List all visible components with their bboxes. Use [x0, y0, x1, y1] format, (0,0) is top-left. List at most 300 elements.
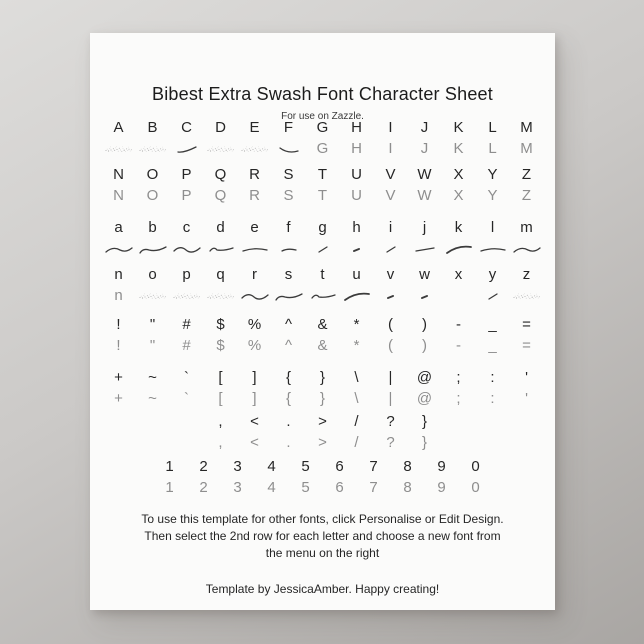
char-primary: ,	[218, 413, 223, 430]
char-primary: k	[454, 219, 463, 236]
character-cell	[306, 389, 340, 408]
instructions-line: Then select the 2nd row for each letter and choose a new font from	[144, 529, 501, 543]
character-cell	[374, 433, 408, 452]
character-cell	[272, 368, 306, 387]
character-cell	[408, 139, 442, 158]
char-primary: [	[218, 369, 223, 386]
char-primary: &	[317, 316, 328, 333]
dot-dash-swash-icon	[376, 289, 406, 303]
char-secondary: 3	[233, 479, 242, 496]
character-cell	[272, 265, 306, 284]
character-cell	[374, 286, 408, 305]
character-cell	[238, 265, 272, 284]
credit-text: Template by JessicaAmber. Happy creating!	[205, 582, 440, 596]
character-cell	[374, 368, 408, 387]
character-cell	[170, 286, 204, 305]
character-cell	[442, 118, 476, 137]
character-cell	[374, 389, 408, 408]
char-primary: v	[386, 266, 395, 283]
char-primary: L	[488, 119, 497, 136]
char-primary: j	[422, 219, 427, 236]
char-primary: y	[488, 266, 497, 283]
char-secondary: ]	[252, 390, 257, 407]
char-secondary: 7	[369, 479, 378, 496]
secondary-character-line	[90, 239, 555, 258]
char-primary: '	[525, 369, 528, 386]
character-cell	[153, 457, 187, 476]
char-primary: J	[420, 119, 429, 136]
char-secondary: Z	[521, 187, 532, 204]
character-cell	[204, 315, 238, 334]
character-cell	[238, 336, 272, 355]
character-cell	[272, 139, 306, 158]
char-secondary: 8	[403, 479, 412, 496]
character-cell	[170, 186, 204, 205]
character-cell	[374, 139, 408, 158]
char-secondary: &	[317, 337, 328, 354]
char-secondary: M	[520, 140, 533, 157]
rise-long-swash-icon	[342, 289, 372, 303]
char-primary: N	[113, 166, 124, 183]
character-cell	[357, 457, 391, 476]
character-cell	[391, 478, 425, 497]
char-secondary: 5	[301, 479, 310, 496]
character-cell	[510, 265, 544, 284]
character-cell	[153, 478, 187, 497]
tilde-swash-icon	[240, 289, 270, 303]
character-cell	[374, 412, 408, 431]
char-secondary: Q	[214, 187, 227, 204]
character-cell	[204, 118, 238, 137]
character-cell	[238, 118, 272, 137]
char-primary: ]	[252, 369, 257, 386]
char-primary: g	[318, 219, 327, 236]
char-primary: 6	[335, 458, 344, 475]
character-cell	[170, 265, 204, 284]
char-primary: M	[520, 119, 533, 136]
char-primary: i	[388, 219, 393, 236]
char-secondary: U	[351, 187, 362, 204]
curve1-swash-icon	[512, 242, 542, 256]
character-row-lowercase-a-m	[90, 218, 555, 258]
char-secondary: /	[354, 434, 359, 451]
char-primary: o	[148, 266, 157, 283]
rise-short-swash-icon	[376, 242, 406, 256]
char-primary: z	[522, 266, 531, 283]
char-secondary: 4	[267, 479, 276, 496]
char-primary: !	[116, 316, 121, 333]
char-secondary: 0	[471, 479, 480, 496]
char-primary: K	[453, 119, 464, 136]
char-primary: @	[416, 369, 433, 386]
character-cell	[340, 165, 374, 184]
secondary-character-line	[90, 186, 555, 205]
char-primary: n	[114, 266, 123, 283]
character-cell	[374, 186, 408, 205]
char-primary: f	[286, 219, 291, 236]
character-cell	[442, 265, 476, 284]
character-cell	[238, 412, 272, 431]
character-cell	[340, 336, 374, 355]
character-cell	[408, 412, 442, 431]
character-cell	[442, 336, 476, 355]
character-cell	[340, 389, 374, 408]
character-cell	[102, 336, 136, 355]
character-cell	[204, 336, 238, 355]
char-secondary: -	[456, 337, 461, 354]
character-cell	[238, 315, 272, 334]
char-secondary: R	[249, 187, 260, 204]
char-secondary: H	[351, 140, 362, 157]
char-secondary: G	[316, 140, 329, 157]
char-secondary: \	[354, 390, 359, 407]
character-cell	[340, 186, 374, 205]
curve2-swash-icon	[274, 289, 304, 303]
char-secondary: ,	[218, 434, 223, 451]
char-secondary: .	[286, 434, 291, 451]
stroke-fall-swash-icon	[274, 142, 304, 156]
character-cell	[187, 457, 221, 476]
character-cell	[374, 265, 408, 284]
char-primary: =	[522, 316, 531, 333]
character-cell	[442, 389, 476, 408]
character-cell	[306, 433, 340, 452]
character-cell	[510, 286, 544, 305]
char-primary: X	[453, 166, 464, 183]
char-secondary: :	[490, 390, 495, 407]
character-cell	[204, 218, 238, 237]
instructions-line: the menu on the right	[265, 546, 380, 560]
character-cell	[204, 265, 238, 284]
char-secondary: I	[388, 140, 393, 157]
rise-long-swash-icon	[444, 242, 474, 256]
character-cell	[476, 389, 510, 408]
secondary-character-line	[90, 433, 555, 452]
character-cell	[102, 239, 136, 258]
char-primary: 7	[369, 458, 378, 475]
speckle-swash-icon	[138, 142, 168, 156]
char-secondary: 6	[335, 479, 344, 496]
curve3-swash-icon	[206, 242, 236, 256]
char-primary: T	[317, 166, 328, 183]
character-cell	[476, 315, 510, 334]
char-secondary: 1	[165, 479, 174, 496]
char-primary: m	[520, 219, 533, 236]
character-cell	[238, 368, 272, 387]
char-secondary: @	[416, 390, 433, 407]
char-secondary: Y	[487, 187, 498, 204]
char-secondary: )	[422, 337, 427, 354]
char-primary: -	[456, 316, 461, 333]
character-cell	[136, 139, 170, 158]
dash-med-swash-icon	[410, 242, 440, 256]
character-cell	[102, 139, 136, 158]
char-primary: .	[286, 413, 291, 430]
char-primary: W	[417, 166, 432, 183]
character-cell	[476, 139, 510, 158]
char-secondary: P	[181, 187, 192, 204]
character-cell	[204, 139, 238, 158]
char-primary: |	[388, 369, 393, 386]
character-row-lowercase-n-z	[90, 265, 555, 305]
character-cell	[510, 239, 544, 258]
char-primary: 0	[471, 458, 480, 475]
page-title: Bibest Extra Swash Font Character Sheet	[152, 84, 493, 104]
char-primary: a	[114, 219, 123, 236]
character-cell	[170, 389, 204, 408]
character-cell	[170, 336, 204, 355]
character-cell	[136, 118, 170, 137]
char-secondary: "	[149, 337, 156, 354]
character-cell	[272, 118, 306, 137]
char-primary: l	[490, 219, 495, 236]
character-cell	[136, 165, 170, 184]
character-cell	[272, 286, 306, 305]
character-cell	[102, 118, 136, 137]
character-cell	[442, 315, 476, 334]
character-cell	[340, 265, 374, 284]
char-secondary: '	[525, 390, 528, 407]
primary-character-line	[90, 368, 555, 387]
character-cell	[102, 315, 136, 334]
character-cell	[272, 433, 306, 452]
character-cell	[374, 118, 408, 137]
character-cell	[136, 286, 170, 305]
char-primary: w	[419, 266, 430, 283]
dash-short-swash-icon	[274, 242, 304, 256]
character-row-symbols-1	[90, 315, 555, 355]
character-cell	[238, 139, 272, 158]
character-cell	[408, 118, 442, 137]
character-cell	[510, 118, 544, 137]
character-cell	[442, 286, 476, 305]
character-cell	[476, 336, 510, 355]
char-primary: c	[182, 219, 191, 236]
speckle-swash-icon	[104, 142, 134, 156]
character-cell	[442, 186, 476, 205]
character-cell	[340, 412, 374, 431]
char-secondary: W	[417, 187, 432, 204]
character-cell	[408, 433, 442, 452]
character-cell	[510, 389, 544, 408]
character-cell	[408, 218, 442, 237]
character-cell	[221, 457, 255, 476]
char-primary: 5	[301, 458, 310, 475]
secondary-character-line	[90, 286, 555, 305]
character-cell	[408, 336, 442, 355]
tilde-swash-icon	[172, 242, 202, 256]
char-primary: $	[216, 316, 225, 333]
character-cell	[306, 265, 340, 284]
character-cell	[340, 368, 374, 387]
character-row-symbols-2	[90, 368, 555, 408]
character-cell	[272, 315, 306, 334]
character-cell	[170, 165, 204, 184]
char-primary: R	[249, 166, 260, 183]
character-cell	[323, 478, 357, 497]
char-primary: 4	[267, 458, 276, 475]
secondary-character-line	[90, 478, 555, 497]
char-secondary: ^	[284, 337, 293, 354]
character-cell	[170, 218, 204, 237]
char-primary: >	[318, 413, 327, 430]
character-cell	[476, 239, 510, 258]
character-cell	[374, 239, 408, 258]
character-cell	[272, 218, 306, 237]
char-primary: C	[181, 119, 192, 136]
character-cell	[306, 412, 340, 431]
character-cell	[510, 165, 544, 184]
character-cell	[323, 457, 357, 476]
character-cell	[340, 118, 374, 137]
character-cell	[374, 218, 408, 237]
character-cell	[459, 478, 493, 497]
character-cell	[306, 368, 340, 387]
character-cell	[425, 478, 459, 497]
char-primary: D	[215, 119, 226, 136]
character-cell	[204, 433, 238, 452]
char-secondary: =	[522, 337, 531, 354]
char-secondary: _	[488, 337, 497, 354]
char-primary: G	[316, 119, 329, 136]
char-primary: %	[247, 316, 262, 333]
character-cell	[357, 478, 391, 497]
character-cell	[306, 165, 340, 184]
char-secondary: J	[420, 140, 429, 157]
character-cell	[255, 478, 289, 497]
char-primary: E	[249, 119, 260, 136]
char-primary: {	[285, 369, 291, 386]
curve1-swash-icon	[104, 242, 134, 256]
dash-long-swash-icon	[478, 242, 508, 256]
curve3-swash-icon	[308, 289, 338, 303]
char-primary: #	[182, 316, 191, 333]
character-cell	[374, 315, 408, 334]
character-cell	[102, 218, 136, 237]
character-cell	[272, 165, 306, 184]
character-cell	[102, 368, 136, 387]
character-cell	[255, 457, 289, 476]
character-row-symbols-3	[90, 412, 555, 452]
character-cell	[408, 368, 442, 387]
character-cell	[476, 186, 510, 205]
char-secondary: S	[283, 187, 294, 204]
char-secondary: [	[218, 390, 223, 407]
character-cell	[510, 218, 544, 237]
character-cell	[408, 315, 442, 334]
character-cell	[306, 139, 340, 158]
character-cell	[187, 478, 221, 497]
character-cell	[289, 478, 323, 497]
secondary-character-line	[90, 336, 555, 355]
char-primary: s	[284, 266, 293, 283]
character-cell	[459, 457, 493, 476]
character-cell	[476, 118, 510, 137]
char-secondary: N	[113, 187, 124, 204]
character-cell	[340, 315, 374, 334]
char-primary: F	[283, 119, 294, 136]
char-primary: I	[388, 119, 393, 136]
char-secondary: ;	[456, 390, 461, 407]
character-cell	[408, 186, 442, 205]
char-primary: b	[148, 219, 157, 236]
char-secondary: K	[453, 140, 464, 157]
character-cell	[510, 336, 544, 355]
char-primary: 1	[165, 458, 174, 475]
character-cell	[272, 389, 306, 408]
character-cell	[408, 265, 442, 284]
character-cell	[204, 186, 238, 205]
character-cell	[136, 265, 170, 284]
character-cell	[306, 218, 340, 237]
poster	[90, 33, 555, 610]
character-cell	[408, 165, 442, 184]
primary-character-line	[90, 315, 555, 334]
character-cell	[476, 368, 510, 387]
character-cell	[204, 412, 238, 431]
char-secondary: (	[388, 337, 393, 354]
rise-short-swash-icon	[308, 242, 338, 256]
character-cell	[476, 286, 510, 305]
primary-character-line	[90, 218, 555, 237]
char-primary: V	[385, 166, 396, 183]
character-cell	[408, 389, 442, 408]
character-cell	[136, 239, 170, 258]
primary-character-line	[90, 412, 555, 431]
character-cell	[442, 165, 476, 184]
character-cell	[204, 368, 238, 387]
primary-character-line	[90, 265, 555, 284]
character-cell	[374, 165, 408, 184]
character-cell	[272, 412, 306, 431]
character-cell	[238, 286, 272, 305]
speckle-swash-icon	[206, 142, 236, 156]
char-secondary: $	[216, 337, 225, 354]
char-secondary: X	[453, 187, 464, 204]
char-secondary: #	[182, 337, 191, 354]
char-primary: e	[250, 219, 259, 236]
character-cell	[408, 239, 442, 258]
char-primary: ;	[456, 369, 461, 386]
character-cell	[374, 336, 408, 355]
character-cell	[289, 457, 323, 476]
stroke-rise-swash-icon	[172, 142, 202, 156]
character-cell	[102, 265, 136, 284]
character-cell	[340, 218, 374, 237]
char-primary: 9	[437, 458, 446, 475]
secondary-character-line	[90, 389, 555, 408]
character-cell	[102, 165, 136, 184]
char-primary: }	[421, 413, 427, 430]
char-primary: u	[352, 266, 361, 283]
char-primary: ^	[284, 316, 293, 333]
character-row-uppercase-n-z	[90, 165, 555, 205]
character-cell	[238, 218, 272, 237]
character-cell	[476, 165, 510, 184]
character-cell	[204, 239, 238, 258]
character-cell	[340, 433, 374, 452]
character-cell	[272, 239, 306, 258]
char-secondary: !	[116, 337, 121, 354]
page-subtitle: For use on Zazzle.	[281, 111, 364, 122]
char-secondary: {	[285, 390, 291, 407]
character-cell	[238, 165, 272, 184]
char-secondary: 2	[199, 479, 208, 496]
character-cell	[306, 336, 340, 355]
rise-short-swash-icon	[478, 289, 508, 303]
primary-character-line	[90, 165, 555, 184]
character-cell	[136, 186, 170, 205]
